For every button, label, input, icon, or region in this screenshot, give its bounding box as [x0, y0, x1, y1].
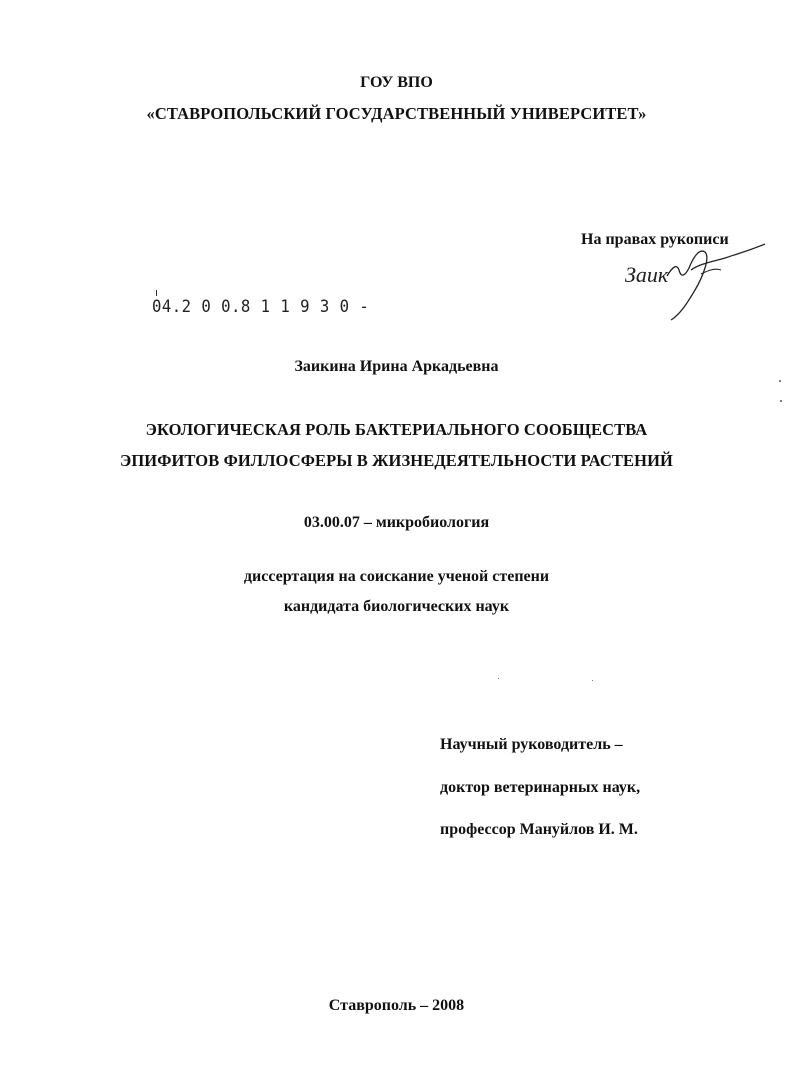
scan-speck [780, 400, 782, 402]
signature-stroke-main [667, 251, 707, 320]
scan-speck [592, 680, 593, 681]
supervisor-role: Научный руководитель – [440, 736, 623, 753]
title-line-1: ЭКОЛОГИЧЕСКАЯ РОЛЬ БАКТЕРИАЛЬНОГО СООБЩЕСТВА [145, 420, 648, 439]
org-line: ГОУ ВПО [360, 74, 433, 91]
author-name: Заикина Ирина Аркадьевна [294, 358, 499, 375]
university-name: «СТАВРОПОЛЬСКИЙ ГОСУДАРСТВЕННЫЙ УНИВЕРСИТЕТ» [146, 104, 647, 123]
city-year: Ставрополь – 2008 [328, 997, 465, 1014]
supervisor-degree: доктор ветеринарных наук, [440, 779, 641, 796]
manuscript-note: На правах рукописи [581, 231, 729, 248]
title-line-2: ЭПИФИТОВ ФИЛЛОСФЕРЫ В ЖИЗНЕДЕЯТЕЛЬНОСТИ РАСТЕНИЙ [120, 451, 673, 470]
degree-line-1: диссертация на соискание ученой степени [243, 568, 550, 585]
handwritten-signature [615, 240, 780, 330]
scan-speck [498, 678, 499, 679]
supervisor-name: профессор Мануйлов И. М. [440, 821, 638, 838]
specialty-code: 03.00.07 – микробиология [303, 514, 490, 531]
scan-speck [779, 380, 781, 382]
signature-text: Заик [625, 262, 669, 287]
inventory-stamp-number: 04.2 0 0.8 1 1 9 3 0 - [152, 297, 370, 317]
degree-line-2: кандидата биологических наук [283, 598, 510, 615]
signature-stroke-tail [691, 244, 765, 270]
